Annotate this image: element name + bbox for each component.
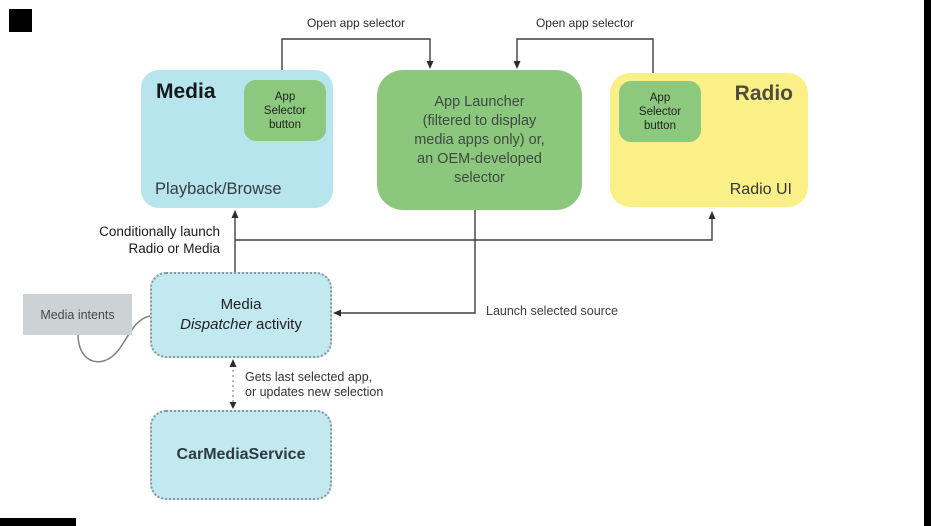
app-selector-button-radio[interactable] [619, 81, 701, 142]
car-media-service-box [150, 410, 332, 500]
gets-last-line1: Gets last selected app, [245, 370, 373, 384]
app-selector-button-media[interactable] [244, 80, 326, 141]
media-title: Media [156, 80, 216, 103]
conditionally-launch-line2: Radio or Media [128, 241, 220, 256]
conditionally-launch-label [60, 223, 220, 257]
gets-last-selected-label [245, 370, 383, 400]
dispatcher-rest-word: activity [251, 316, 302, 333]
media-app-box [141, 70, 333, 208]
arrowhead-down-cms [230, 402, 237, 409]
arrowhead-up-media [232, 210, 239, 218]
screen-artifact-right-bar [924, 0, 931, 526]
launch-selected-source-line [340, 210, 475, 313]
open-app-selector-arrow-left [282, 39, 430, 70]
app-selector-label-line: App [274, 90, 296, 103]
app-launcher-line: media apps only) or, [414, 131, 545, 148]
playback-browse-label: Playback/Browse [155, 180, 282, 198]
dispatcher-line2 [180, 315, 302, 335]
arrowhead-up-dispatcher [230, 359, 237, 367]
radio-app-box [610, 73, 808, 207]
launch-selected-source-label: Launch selected source [486, 304, 619, 318]
screen-artifact-bottom-left [0, 518, 76, 526]
screen-artifact-top-left [9, 9, 32, 32]
media-dispatcher-box [150, 272, 332, 358]
app-selector-label-line: App [649, 91, 671, 104]
conditionally-launch-line1: Conditionally launch [99, 224, 220, 239]
app-launcher-line: selector [454, 169, 505, 186]
open-app-selector-label-right: Open app selector [535, 16, 635, 30]
app-launcher-line: (filtered to display [422, 112, 537, 129]
app-launcher-line: an OEM-developed [417, 150, 542, 167]
app-selector-label-line: button [269, 118, 301, 131]
app-launcher-text [414, 93, 545, 188]
app-launcher-box [377, 70, 582, 210]
car-media-service-label: CarMediaService [176, 446, 306, 463]
radio-ui-label: Radio UI [729, 181, 792, 198]
conditional-launch-line-right [235, 217, 712, 240]
arrowhead-up-radio [709, 211, 716, 219]
arrowhead-down-right-bracket [514, 61, 521, 69]
dispatcher-line1: Media [220, 296, 262, 313]
media-intents-box [23, 294, 132, 335]
open-app-selector-arrow-right [517, 39, 653, 73]
radio-title: Radio [734, 82, 793, 105]
app-selector-label-line: Selector [263, 104, 307, 117]
dispatcher-italic-word: Dispatcher [180, 316, 252, 333]
app-launcher-line: App Launcher [434, 93, 525, 110]
app-selector-label-line: button [644, 119, 676, 132]
arrowhead-left-dispatcher [333, 310, 341, 317]
app-selector-label-line: Selector [638, 105, 682, 118]
arrowhead-down-left-bracket [427, 61, 434, 69]
open-app-selector-label-left: Open app selector [306, 16, 406, 30]
gets-last-line2: or updates new selection [245, 385, 384, 399]
media-intents-label: Media intents [40, 307, 115, 322]
